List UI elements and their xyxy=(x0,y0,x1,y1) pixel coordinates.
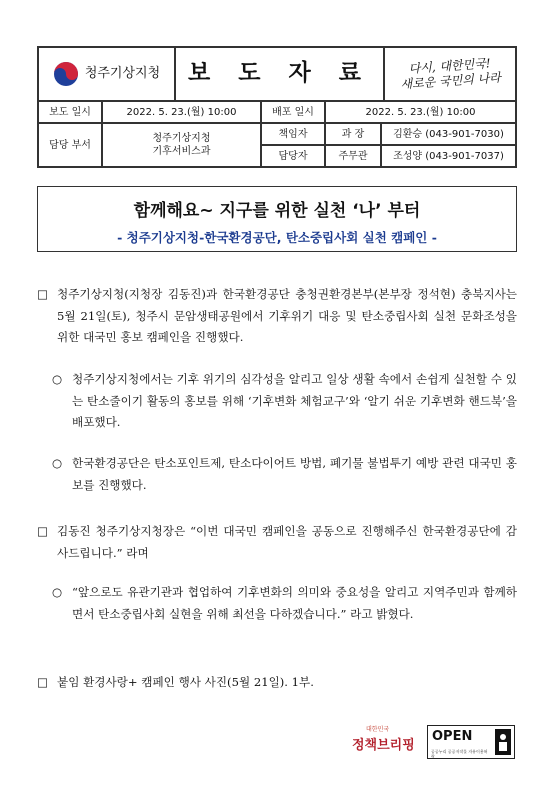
staff-title: 주무관 xyxy=(325,145,381,167)
paragraph-2 xyxy=(52,369,517,434)
report-date: 2022. 5. 23.(월) 10:00 xyxy=(102,101,261,123)
report-date-label: 보도 일시 xyxy=(38,101,102,123)
slogan-cell xyxy=(384,47,516,101)
paragraph-6 xyxy=(37,672,517,694)
dist-date: 2022. 5. 23.(월) 10:00 xyxy=(325,101,516,123)
paragraph-5 xyxy=(52,582,517,625)
page-title-cell xyxy=(175,47,384,101)
dept-label: 담당 부서 xyxy=(38,123,102,167)
square-bullet-icon: □ xyxy=(37,287,48,301)
paragraph-2-text: 청주기상지청에서는 기후 위기의 심각성을 알리고 일상 생활 속에서 손쉽게 실천할 수 있는 탄소줄이기 활동의 홍보를 위해 ‘기후변화 체험교구’와 ‘알기 쉬운 기후변화 핸드북’을 배포했다. xyxy=(72,372,517,429)
circle-bullet-icon: ○ xyxy=(52,456,63,470)
paragraph-5-text: “앞으로도 유관기관과 협업하여 기후변화의 의미와 중요성을 알리고 지역주민과 함께하면서 탄소중립사회 실현을 위해 최선을 다하겠습니다.” 라고 밝혔다. xyxy=(72,585,517,621)
resp-title: 과 장 xyxy=(325,123,381,145)
headline-title: 함께해요~ 지구를 위한 실천 ‘나’ 부터 xyxy=(133,201,421,221)
attachment-note: 붙임 환경사랑+ 캠페인 행사 사진(5월 21일). 1부. xyxy=(57,675,314,689)
paragraph-4-text: 김동진 청주기상지청장은 “이번 대국민 캠페인을 공동으로 진행해주신 한국환경공단에 감사드립니다.” 라며 xyxy=(57,524,517,560)
taegeuk-logo-icon xyxy=(53,61,79,87)
headline-box xyxy=(37,186,517,252)
dist-date-label: 배포 일시 xyxy=(261,101,325,123)
dept-name: 청주기상지청 기후서비스과 xyxy=(102,123,261,167)
staff-label: 담당자 xyxy=(261,145,325,167)
resp-label: 책임자 xyxy=(261,123,325,145)
page-title: 보 도 자 료 xyxy=(188,60,371,87)
square-bullet-icon: □ xyxy=(37,524,48,538)
paragraph-3 xyxy=(52,453,517,496)
square-bullet-icon: □ xyxy=(37,675,48,689)
resp-contact: 김환승 (043-901-7030) xyxy=(381,123,516,145)
policy-briefing-logo: 대한민국 정책브리핑 xyxy=(352,726,415,753)
header-table xyxy=(37,46,517,168)
headline-subtitle: - 청주기상지청-한국환경공단, 탄소중립사회 실천 캠페인 - xyxy=(117,230,437,245)
org-logo-cell xyxy=(38,47,175,101)
paragraph-1 xyxy=(37,284,517,349)
license-badge-icon xyxy=(495,729,511,755)
circle-bullet-icon: ○ xyxy=(52,372,63,386)
circle-bullet-icon: ○ xyxy=(52,585,63,599)
staff-contact: 조성양 (043-901-7037) xyxy=(381,145,516,167)
paragraph-4 xyxy=(37,521,517,564)
open-license-logo: OPEN 공공누리 공공저작물 자유이용허락 xyxy=(427,725,515,759)
org-name: 청주기상지청 xyxy=(84,65,161,81)
paragraph-3-text: 한국환경공단은 탄소포인트제, 탄소다이어트 방법, 폐기물 불법투기 예방 관련 대국민 홍보를 진행했다. xyxy=(72,456,517,492)
paragraph-1-text: 청주기상지청(지청장 김동진)과 한국환경공단 충청권환경본부(본부장 정석현) 충북지사는 5월 21일(토), 청주시 문암생태공원에서 기후위기 대응 및 탄소중립사회 실천 문화조성을 위한 대국민 홍보 캠페인을 진행했다. xyxy=(57,287,517,344)
slogan: 다시, 대한민국! 새로운 국민의 나라 xyxy=(399,56,502,92)
